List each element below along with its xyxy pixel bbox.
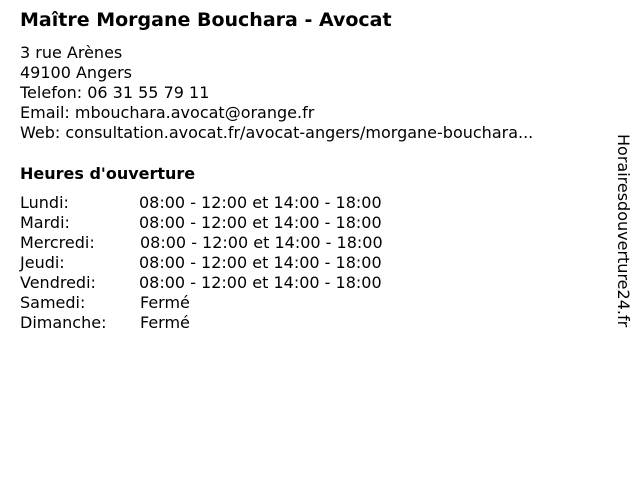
- page-title: Maître Morgane Bouchara - Avocat: [20, 9, 392, 31]
- day-label: Dimanche:: [20, 313, 107, 332]
- website-url: Web: consultation.avocat.fr/avocat-angers/morgane-bouchara...: [20, 123, 534, 142]
- day-hours: 08:00 - 12:00 et 14:00 - 18:00: [139, 213, 382, 232]
- day-label: Samedi:: [20, 293, 86, 312]
- day-hours: 08:00 - 12:00 et 14:00 - 18:00: [140, 233, 383, 252]
- day-hours: Fermé: [140, 313, 190, 332]
- city-address: 49100 Angers: [20, 63, 132, 82]
- day-label: Mardi:: [20, 213, 70, 232]
- street-address: 3 rue Arènes: [20, 43, 123, 62]
- day-hours: Fermé: [140, 293, 190, 312]
- site-watermark: Horairesdouverture24.fr: [614, 134, 633, 328]
- day-label: Vendredi:: [20, 273, 96, 292]
- day-hours: 08:00 - 12:00 et 14:00 - 18:00: [139, 273, 382, 292]
- day-label: Lundi:: [20, 193, 69, 212]
- phone-number: Telefon: 06 31 55 79 11: [20, 83, 210, 102]
- contact-block: [20, 43, 533, 143]
- hours-heading: Heures d'ouverture: [20, 164, 196, 183]
- email-address: Email: mbouchara.avocat@orange.fr: [20, 103, 315, 122]
- day-label: Mercredi:: [20, 233, 95, 252]
- day-label: Jeudi:: [20, 253, 65, 272]
- day-hours: 08:00 - 12:00 et 14:00 - 18:00: [139, 193, 382, 212]
- day-hours: 08:00 - 12:00 et 14:00 - 18:00: [139, 253, 382, 272]
